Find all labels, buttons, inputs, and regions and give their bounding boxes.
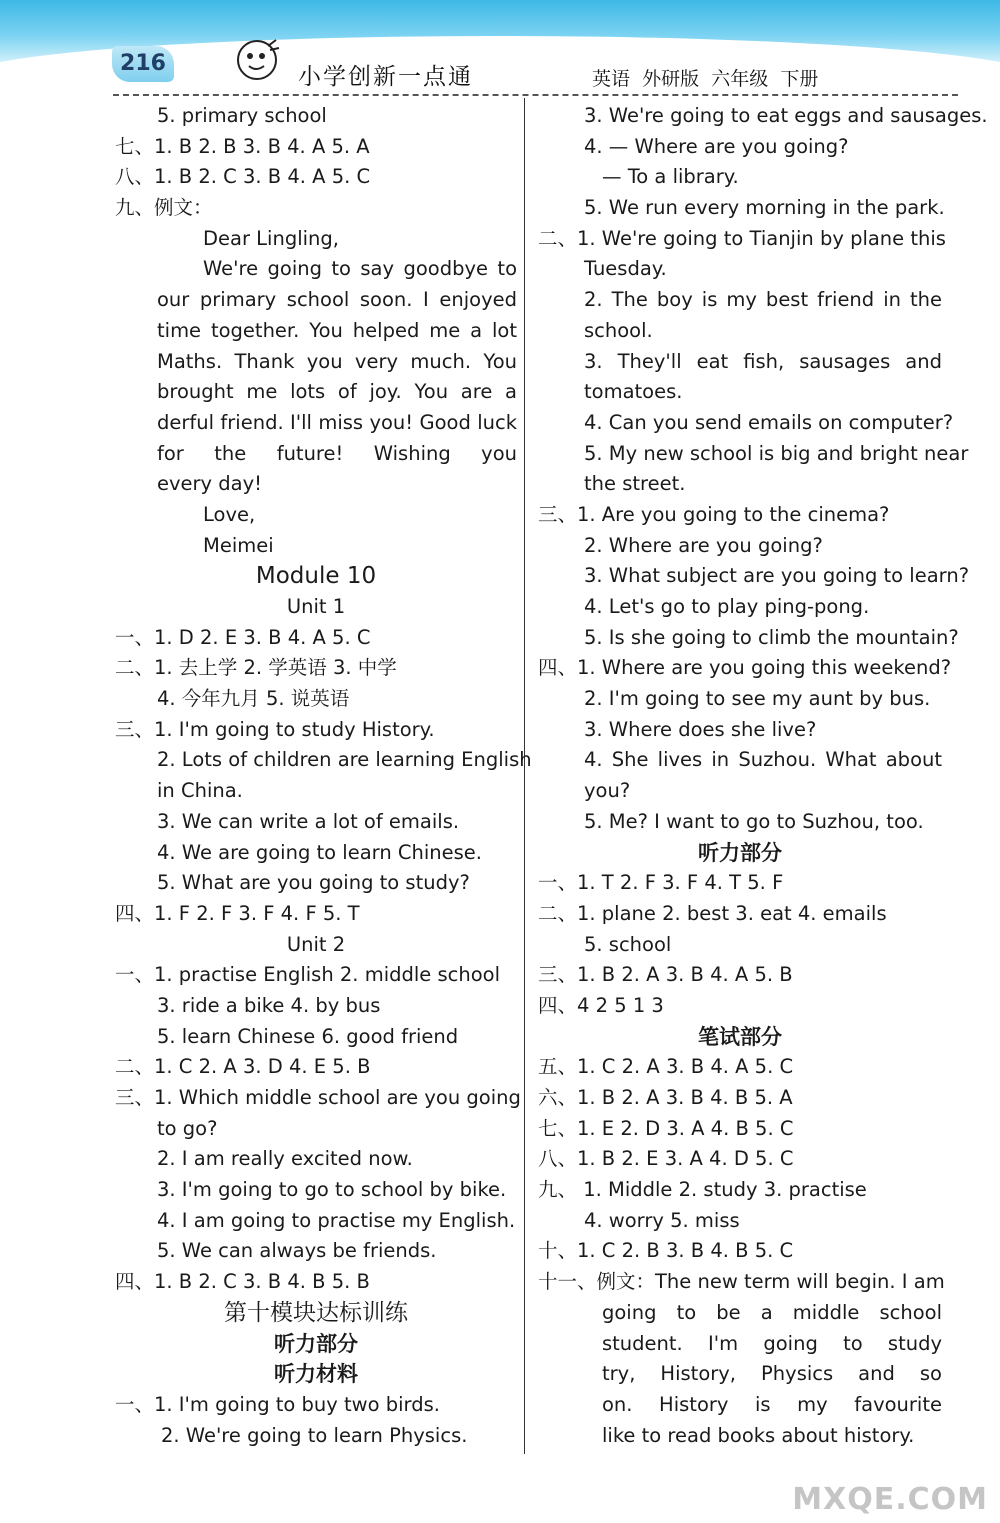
right-answer-line: 4. She lives in Suzhou. What about (584, 748, 942, 772)
left-answer-line: 5. We can always be friends. (157, 1239, 437, 1263)
left-answer-line: Unit 2 (286, 932, 346, 956)
left-answer-line: 2. Lots of children are learning English (157, 748, 532, 772)
right-answer-line: 笔试部分 (698, 1024, 782, 1049)
right-answer-line: 3. What subject are you going to learn? (584, 564, 970, 588)
left-answer-line: Love, (203, 502, 256, 526)
right-answer-line: 八、1. B 2. E 3. A 4. D 5. C (538, 1147, 794, 1171)
watermark: MXQE.COM (792, 1482, 988, 1517)
right-answer-line: 三、1. Are you going to the cinema? (538, 502, 890, 526)
right-answer-line: 4. worry 5. miss (584, 1208, 740, 1232)
left-answer-line: every day! (157, 472, 262, 496)
right-answer-line: 4. Let's go to play ping-pong. (584, 595, 870, 618)
right-answer-line: 二、1. We're going to Tianjin by plane this (538, 226, 946, 250)
left-answer-line: 九、例文： (115, 196, 213, 220)
left-answer-line: 三、1. I'm going to study History. (115, 717, 435, 741)
left-answer-line: 4. 今年九月 5. 说英语 (157, 687, 350, 711)
left-column (115, 101, 532, 1451)
right-answer-line: 十、1. C 2. B 3. B 4. B 5. C (538, 1239, 794, 1263)
left-answer-line: Dear Lingling, (203, 226, 339, 250)
right-answer-line: 一、1. T 2. F 3. F 4. T 5. F (538, 871, 784, 895)
right-answer-line: Tuesday. (584, 257, 667, 281)
right-answer-line: 4. — Where are you going? (584, 134, 849, 158)
left-answer-line: 3. I'm going to go to school by bike. (157, 1178, 507, 1202)
right-answer-line: 3. Where does she live? (584, 717, 817, 741)
book-meta (592, 64, 818, 91)
right-answer-line: 2. The boy is my best friend in the (584, 288, 942, 312)
left-answer-line: to go? (157, 1116, 218, 1140)
grade: 六年级 (711, 68, 769, 90)
right-answer-line: 六、1. B 2. A 3. B 4. B 5. A (538, 1086, 793, 1109)
left-answer-line: our primary school soon. I enjoyed (157, 288, 517, 312)
right-answer-line: — To a library. (602, 165, 739, 189)
right-answer-line: like to read books about history. (602, 1423, 915, 1447)
mascot-icon (232, 36, 282, 82)
right-answer-line: you? (584, 779, 631, 803)
left-answer-line: 八、1. B 2. C 3. B 4. A 5. C (115, 165, 371, 189)
right-answer-line: 四、4 2 5 1 3 (538, 993, 664, 1017)
left-answer-line: 一、1. I'm going to buy two birds. (115, 1392, 440, 1416)
right-answer-line: on. History is my favourite (602, 1392, 942, 1416)
left-answer-line: 七、1. B 2. B 3. B 4. A 5. A (115, 134, 370, 158)
left-answer-line: 听力部分 (274, 1331, 358, 1356)
left-answer-line: Maths. Thank you very much. You (157, 349, 517, 373)
right-answer-line: 听力部分 (698, 840, 782, 865)
left-answer-line: 5. primary school (157, 104, 327, 127)
left-answer-line: 5. What are you going to study? (157, 871, 470, 895)
volume: 下册 (780, 68, 819, 90)
right-answer-line: 5. We run every morning in the park. (584, 196, 945, 220)
left-answer-line: 5. learn Chinese 6. good friend (157, 1024, 459, 1048)
edition: 外研版 (642, 68, 700, 90)
right-answer-line: 十一、例文：The new term will begin. I am (538, 1270, 945, 1294)
left-answer-line: 四、1. F 2. F 3. F 4. F 5. T (115, 901, 360, 925)
left-answer-line: 3. We can write a lot of emails. (157, 809, 460, 833)
right-answer-line: 3. They'll eat fish, sausages and (584, 349, 942, 373)
right-answer-line: student. I'm going to study (602, 1331, 942, 1355)
left-answer-line: Unit 1 (286, 595, 346, 618)
left-answer-line: 4. I am going to practise my English. (157, 1208, 516, 1232)
left-answer-line: brought me lots of joy. You are a (157, 380, 517, 404)
right-answer-line: 二、1. plane 2. best 3. eat 4. emails (538, 901, 887, 925)
book-title: 小学创新一点通 (298, 64, 473, 90)
left-answer-line: 四、1. B 2. C 3. B 4. B 5. B (115, 1270, 370, 1294)
left-answer-line: 第十模块达标训练 (224, 1299, 408, 1326)
right-answer-line: 5. My new school is big and bright near (584, 441, 969, 465)
left-answer-line: Meimei (203, 533, 274, 557)
right-answer-line: 三、1. B 2. A 3. B 4. A 5. B (538, 963, 793, 987)
page-number: 216 (112, 46, 174, 82)
left-answer-line: in China. (157, 779, 243, 803)
left-answer-line: time together. You helped me a lot (157, 318, 517, 342)
left-answer-line: 听力材料 (274, 1362, 358, 1387)
left-answer-line: 二、1. C 2. A 3. D 4. E 5. B (115, 1055, 371, 1079)
subject: 英语 (592, 68, 631, 90)
right-answer-line: 5. Me? I want to go to Suzhou, too. (584, 809, 924, 833)
right-answer-line: 4. Can you send emails on computer? (584, 410, 954, 434)
right-answer-line: 2. I'm going to see my aunt by bus. (584, 687, 931, 711)
left-answer-line: 3. ride a bike 4. by bus (157, 993, 381, 1017)
left-answer-line: derful friend. I'll miss you! Good luck (157, 410, 517, 434)
right-answer-line: 四、1. Where are you going this weekend? (538, 656, 952, 680)
right-answer-line: 九、 1. Middle 2. study 3. practise (538, 1178, 867, 1202)
header-divider (113, 94, 958, 96)
right-answer-line: tomatoes. (584, 380, 683, 404)
right-column (538, 101, 988, 1451)
right-answer-line: school. (584, 318, 653, 342)
right-answer-line: the street. (584, 472, 686, 496)
right-answer-line: 5. school (584, 932, 672, 956)
right-answer-line: try, History, Physics and so (602, 1362, 942, 1386)
left-answer-line: We're going to say goodbye to (203, 257, 517, 281)
left-answer-line: 2. We're going to learn Physics. (161, 1423, 468, 1447)
right-answer-line: 五、1. C 2. A 3. B 4. A 5. C (538, 1055, 794, 1079)
left-answer-line: 一、1. D 2. E 3. B 4. A 5. C (115, 625, 371, 649)
left-answer-line: 三、1. Which middle school are you going (115, 1086, 521, 1109)
left-answer-line: for the future! Wishing you (157, 441, 517, 465)
right-answer-line: 2. Where are you going? (584, 533, 823, 557)
right-answer-line: 5. Is she going to climb the mountain? (584, 625, 959, 649)
right-answer-line: going to be a middle school (602, 1300, 942, 1324)
right-answer-line: 七、1. E 2. D 3. A 4. B 5. C (538, 1116, 794, 1140)
left-answer-line: Module 10 (255, 563, 377, 590)
left-answer-line: 一、1. practise English 2. middle school (115, 963, 501, 987)
right-answer-line: 3. We're going to eat eggs and sausages. (584, 104, 988, 127)
left-answer-line: 二、1. 去上学 2. 学英语 3. 中学 (115, 656, 397, 680)
left-answer-line: 2. I am really excited now. (157, 1147, 413, 1171)
left-answer-line: 4. We are going to learn Chinese. (157, 840, 483, 864)
